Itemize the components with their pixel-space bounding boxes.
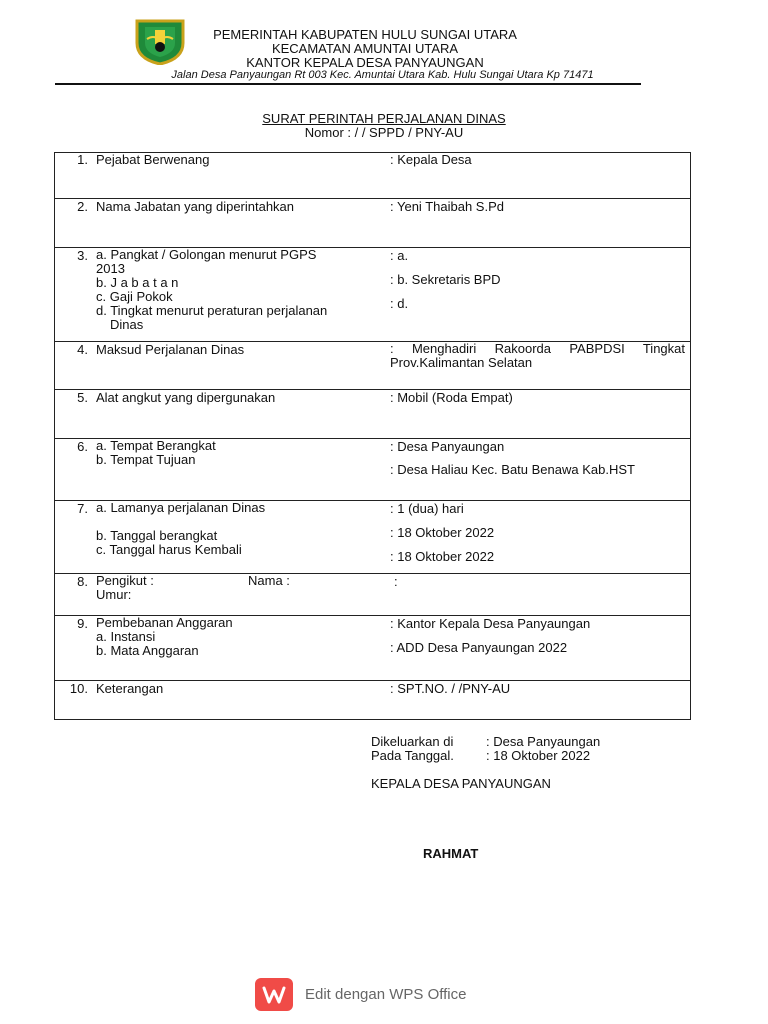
table-row: [54, 389, 691, 438]
row-label: a. Instansi: [96, 628, 156, 644]
row-label: b. Tempat Tujuan: [96, 451, 196, 467]
row-label: 2013: [96, 260, 125, 276]
row-value: : 1 (dua) hari: [390, 500, 464, 516]
document-number: Nomor : / / SPPD / PNY-AU: [304, 125, 464, 140]
row-number: 7.: [54, 500, 92, 573]
row-label: a. Pangkat / Golongan menurut PGPS: [96, 246, 317, 262]
row-label: a. Lamanya perjalanan Dinas: [96, 499, 266, 515]
row-number: 6.: [54, 438, 92, 500]
row-value: : Menghadiri Rakoorda PABPDSI Tingkat Prov.Kalimantan Selatan: [390, 341, 691, 389]
row-value: : Kepala Desa: [390, 152, 472, 167]
travel-order-table: [54, 152, 691, 718]
issued-place-label: Dikeluarkan di: [371, 734, 454, 749]
row-value: : a.: [390, 247, 409, 263]
row-label: Pembebanan Anggaran: [96, 614, 233, 630]
row-label: d. Tingkat menurut peraturan perjalanan: [96, 302, 328, 318]
row-label: Maksud Perjalanan Dinas: [92, 341, 390, 389]
row-value: : Desa Panyaungan: [390, 438, 505, 454]
row-value: : 18 Oktober 2022: [390, 524, 495, 540]
row-label: a. Tempat Berangkat: [96, 437, 216, 453]
row-value: : Yeni Thaibah S.Pd: [390, 198, 691, 247]
row-label: Nama Jabatan yang diperintahkan: [92, 198, 390, 247]
row-value: : Mobil (Roda Empat): [390, 389, 691, 438]
row-number: 2.: [54, 198, 92, 247]
row-value: : Desa Haliau Kec. Batu Benawa Kab.HST: [390, 461, 635, 477]
table-row: [54, 198, 691, 247]
row-value: : Kantor Kepala Desa Panyaungan: [390, 615, 591, 631]
row-value: :: [394, 573, 398, 589]
row-value: : 18 Oktober 2022: [390, 548, 495, 564]
row-label: Alat angkut yang dipergunakan: [92, 389, 390, 438]
table-row: [54, 500, 691, 573]
row-label: Nama :: [248, 572, 290, 588]
row-number: 8.: [54, 573, 92, 615]
row-label: b. Tanggal berangkat: [96, 527, 218, 543]
row-label: Pengikut :: [96, 572, 154, 588]
issued-place-value: : Desa Panyaungan: [486, 734, 601, 749]
row-label: Dinas: [110, 316, 144, 332]
table-row: [54, 680, 691, 718]
row-label: Pejabat Berwenang: [96, 152, 210, 167]
row-label: Umur:: [96, 586, 132, 602]
wps-logo-icon: [255, 978, 293, 1011]
row-number: 10.: [54, 680, 92, 718]
row-number: 3.: [54, 247, 92, 341]
row-number: 5.: [54, 389, 92, 438]
letterhead-line-1: PEMERINTAH KABUPATEN HULU SUNGAI UTARA: [213, 27, 517, 42]
row-label: Keterangan: [92, 680, 390, 718]
table-row: [54, 438, 691, 500]
table-row: [54, 615, 691, 680]
signatory-name: RAHMAT: [423, 846, 479, 861]
letterhead-address: Jalan Desa Panyaungan Rt 003 Kec. Amuntai Utara Kab. Hulu Sungai Utara Kp 71471: [171, 69, 594, 81]
table-row: [54, 573, 691, 615]
table-row: [54, 152, 691, 198]
signatory-position: KEPALA DESA PANYAUNGAN: [371, 776, 551, 791]
row-label: c. Tanggal harus Kembali: [96, 541, 242, 557]
wps-watermark-text: Edit dengan WPS Office: [305, 986, 467, 1003]
issued-date-value: : 18 Oktober 2022: [486, 748, 591, 763]
row-number: 4.: [54, 341, 92, 389]
letterhead-line-2: KECAMATAN AMUNTAI UTARA: [271, 41, 459, 56]
row-label: b. Mata Anggaran: [96, 642, 199, 658]
row-label: c. Gaji Pokok: [96, 288, 173, 304]
letterhead-line-3: KANTOR KEPALA DESA PANYAUNGAN: [246, 55, 484, 70]
row-number: 1.: [77, 152, 88, 167]
row-number: 9.: [54, 615, 92, 680]
document-title: SURAT PERINTAH PERJALANAN DINAS: [262, 111, 506, 126]
row-label: b. J a b a t a n: [96, 274, 179, 290]
table-row: [54, 341, 691, 389]
row-value: : SPT.NO. / /PNY-AU: [390, 680, 691, 718]
letterhead-divider: [55, 83, 641, 85]
row-value: : d.: [390, 295, 409, 311]
table-row: [54, 247, 691, 341]
issued-date-label: Pada Tanggal.: [371, 748, 454, 763]
row-value: : b. Sekretaris BPD: [390, 271, 501, 287]
row-value: : ADD Desa Panyaungan 2022: [390, 639, 568, 655]
